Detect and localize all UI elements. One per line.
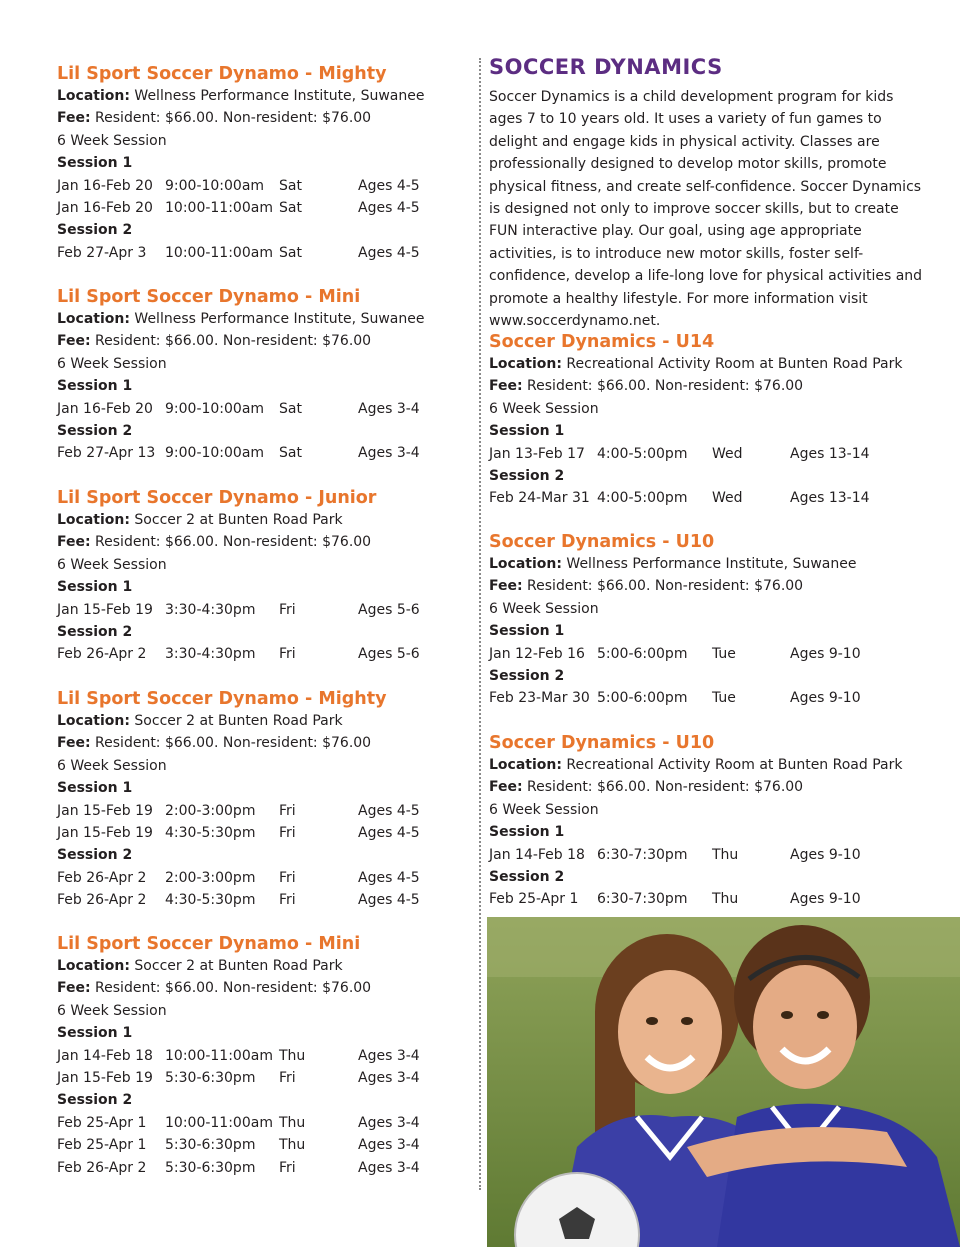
session-label: Session 2 (489, 668, 565, 685)
location-label: Location: (489, 556, 562, 572)
schedule-time: 9:00-10:00am (165, 177, 265, 194)
schedule-dates: Jan 16-Feb 20 (57, 177, 153, 194)
fee-label: Fee: (57, 333, 91, 350)
schedule-time: 3:30-4:30pm (165, 646, 256, 663)
schedule-row (489, 443, 929, 465)
schedule-ages: Ages 3-4 (358, 1159, 420, 1176)
program-block (489, 531, 929, 710)
schedule-ages: Ages 4-5 (358, 825, 420, 842)
schedule-day: Sat (279, 177, 302, 194)
session-label: Session 2 (57, 624, 133, 641)
schedule-row (57, 1112, 467, 1134)
session-length: 6 Week Session (489, 600, 599, 617)
location-value: Wellness Performance Institute, Suwanee (134, 88, 425, 104)
schedule-day: Wed (712, 445, 743, 462)
schedule-dates: Feb 24-Mar 31 (489, 490, 590, 507)
schedule-row (57, 1134, 467, 1156)
schedule-ages: Ages 9-10 (790, 891, 861, 908)
program-title: Soccer Dynamics - U10 (489, 532, 715, 552)
schedule-time: 9:00-10:00am (165, 400, 265, 417)
session-length: 6 Week Session (489, 400, 599, 417)
program-location (489, 553, 929, 575)
schedule-row (57, 175, 467, 197)
program-block (489, 732, 929, 911)
schedule-row (57, 822, 467, 844)
schedule-time: 6:30-7:30pm (597, 846, 688, 863)
location-value: Wellness Performance Institute, Suwanee (134, 311, 425, 327)
session-label: Session 1 (489, 623, 565, 640)
schedule-day: Sat (279, 400, 302, 417)
program-title: Lil Sport Soccer Dynamo - Mighty (57, 64, 387, 84)
schedule-time: 4:00-5:00pm (597, 490, 688, 507)
schedule-row (57, 1157, 467, 1179)
soccer-players-photo (487, 917, 960, 1247)
program-location (57, 710, 467, 732)
schedule-ages: Ages 4-5 (358, 200, 420, 217)
fee-label: Fee: (489, 378, 523, 395)
session-label: Session 1 (57, 378, 133, 395)
schedule-time: 5:00-6:00pm (597, 690, 688, 707)
schedule-dates: Jan 14-Feb 18 (489, 846, 585, 863)
schedule-ages: Ages 4-5 (358, 892, 420, 909)
schedule-row (489, 844, 929, 866)
schedule-row (57, 442, 467, 464)
program-location (57, 308, 467, 330)
schedule-dates: Jan 15-Feb 19 (57, 601, 153, 618)
schedule-row (489, 487, 929, 509)
location-value: Wellness Performance Institute, Suwanee (566, 556, 857, 572)
location-label: Location: (57, 88, 130, 104)
schedule-time: 5:30-6:30pm (165, 1070, 256, 1087)
schedule-day: Thu (712, 891, 739, 908)
schedule-ages: Ages 9-10 (790, 846, 861, 863)
schedule-ages: Ages 4-5 (358, 244, 420, 261)
schedule-day: Thu (279, 1114, 306, 1131)
schedule-day: Fri (279, 1159, 296, 1176)
schedule-dates: Jan 13-Feb 17 (489, 445, 585, 462)
schedule-day: Fri (279, 892, 296, 909)
schedule-day: Fri (279, 869, 296, 886)
schedule-ages: Ages 4-5 (358, 802, 420, 819)
schedule-dates: Feb 23-Mar 30 (489, 690, 590, 707)
session-label: Session 1 (57, 1025, 133, 1042)
schedule-time: 3:30-4:30pm (165, 601, 256, 618)
schedule-ages: Ages 5-6 (358, 601, 420, 618)
schedule-dates: Jan 15-Feb 19 (57, 825, 153, 842)
session-label: Session 1 (489, 423, 565, 440)
schedule-row (57, 197, 467, 219)
schedule-row (57, 643, 467, 665)
schedule-row (57, 800, 467, 822)
session-label: Session 2 (489, 869, 565, 886)
schedule-row (57, 1067, 467, 1089)
schedule-time: 10:00-11:00am (165, 1114, 273, 1131)
schedule-day: Tue (712, 645, 736, 662)
schedule-ages: Ages 13-14 (790, 490, 870, 507)
program-block (57, 933, 467, 1179)
fee-label: Fee: (57, 980, 91, 997)
schedule-day: Fri (279, 646, 296, 663)
location-value: Soccer 2 at Bunten Road Park (134, 512, 343, 528)
session-length: 6 Week Session (57, 1002, 167, 1019)
program-title: Lil Sport Soccer Dynamo - Junior (57, 488, 377, 508)
schedule-time: 5:30-6:30pm (165, 1159, 256, 1176)
program-title: Lil Sport Soccer Dynamo - Mini (57, 287, 361, 307)
schedule-day: Thu (279, 1137, 306, 1154)
schedule-time: 2:00-3:00pm (165, 802, 256, 819)
section-title: SOCCER DYNAMICS (489, 55, 723, 79)
schedule-day: Fri (279, 825, 296, 842)
schedule-dates: Feb 26-Apr 2 (57, 892, 147, 909)
schedule-ages: Ages 5-6 (358, 646, 420, 663)
schedule-dates: Feb 25-Apr 1 (57, 1137, 147, 1154)
schedule-dates: Jan 15-Feb 19 (57, 1070, 153, 1087)
session-label: Session 2 (57, 222, 133, 239)
schedule-time: 4:00-5:00pm (597, 445, 688, 462)
schedule-dates: Jan 15-Feb 19 (57, 802, 153, 819)
program-title: Soccer Dynamics - U10 (489, 733, 715, 753)
fee-label: Fee: (489, 779, 523, 796)
schedule-time: 10:00-11:00am (165, 200, 273, 217)
program-fee (57, 977, 467, 999)
schedule-ages: Ages 13-14 (790, 445, 870, 462)
program-fee (489, 776, 929, 798)
program-fee (489, 375, 929, 397)
session-label: Session 2 (57, 847, 133, 864)
schedule-dates: Feb 26-Apr 2 (57, 869, 147, 886)
schedule-time: 5:30-6:30pm (165, 1137, 256, 1154)
program-title: Lil Sport Soccer Dynamo - Mighty (57, 689, 387, 709)
schedule-row (57, 889, 467, 911)
schedule-dates: Feb 25-Apr 1 (57, 1114, 147, 1131)
schedule-row (57, 1045, 467, 1067)
program-block (57, 63, 467, 264)
session-label: Session 1 (489, 824, 565, 841)
schedule-time: 5:00-6:00pm (597, 645, 688, 662)
fee-value: Resident: $66.00. Non-resident: $76.00 (95, 333, 372, 350)
schedule-time: 6:30-7:30pm (597, 891, 688, 908)
session-label: Session 1 (57, 780, 133, 797)
schedule-time: 10:00-11:00am (165, 1047, 273, 1064)
program-location (489, 353, 929, 375)
schedule-day: Fri (279, 802, 296, 819)
session-length: 6 Week Session (57, 757, 167, 774)
program-location (489, 754, 929, 776)
schedule-time: 4:30-5:30pm (165, 892, 256, 909)
session-label: Session 1 (57, 155, 133, 172)
program-location (57, 85, 467, 107)
schedule-day: Tue (712, 690, 736, 707)
program-fee (57, 330, 467, 352)
column-divider (479, 58, 481, 1190)
fee-value: Resident: $66.00. Non-resident: $76.00 (95, 110, 372, 127)
schedule-time: 4:30-5:30pm (165, 825, 256, 842)
fee-value: Resident: $66.00. Non-resident: $76.00 (527, 779, 804, 796)
fee-value: Resident: $66.00. Non-resident: $76.00 (527, 578, 804, 595)
schedule-day: Thu (712, 846, 739, 863)
program-title: Lil Sport Soccer Dynamo - Mini (57, 934, 361, 954)
location-label: Location: (489, 757, 562, 773)
session-length: 6 Week Session (489, 801, 599, 818)
schedule-dates: Feb 25-Apr 1 (489, 891, 579, 908)
schedule-dates: Jan 12-Feb 16 (489, 645, 585, 662)
fee-label: Fee: (57, 110, 91, 127)
location-label: Location: (489, 356, 562, 372)
schedule-dates: Feb 26-Apr 2 (57, 646, 147, 663)
schedule-day: Sat (279, 445, 302, 462)
schedule-time: 10:00-11:00am (165, 244, 273, 261)
schedule-ages: Ages 4-5 (358, 869, 420, 886)
session-label: Session 1 (57, 579, 133, 596)
location-label: Location: (57, 713, 130, 729)
schedule-dates: Jan 14-Feb 18 (57, 1047, 153, 1064)
schedule-ages: Ages 3-4 (358, 1137, 420, 1154)
schedule-row (57, 398, 467, 420)
fee-value: Resident: $66.00. Non-resident: $76.00 (95, 534, 372, 551)
session-length: 6 Week Session (57, 355, 167, 372)
schedule-dates: Feb 27-Apr 13 (57, 445, 156, 462)
schedule-ages: Ages 3-4 (358, 1114, 420, 1131)
schedule-ages: Ages 3-4 (358, 1070, 420, 1087)
program-fee (57, 732, 467, 754)
schedule-dates: Feb 26-Apr 2 (57, 1159, 147, 1176)
schedule-dates: Jan 16-Feb 20 (57, 200, 153, 217)
schedule-day: Thu (279, 1047, 306, 1064)
program-block (57, 487, 467, 666)
program-block (57, 286, 467, 465)
fee-value: Resident: $66.00. Non-resident: $76.00 (95, 980, 372, 997)
fee-value: Resident: $66.00. Non-resident: $76.00 (527, 378, 804, 395)
schedule-day: Fri (279, 601, 296, 618)
schedule-ages: Ages 9-10 (790, 645, 861, 662)
schedule-ages: Ages 3-4 (358, 445, 420, 462)
schedule-row (57, 599, 467, 621)
program-location (57, 509, 467, 531)
fee-value: Resident: $66.00. Non-resident: $76.00 (95, 735, 372, 752)
fee-label: Fee: (489, 578, 523, 595)
program-fee (57, 107, 467, 129)
location-value: Recreational Activity Room at Bunten Road Park (566, 356, 903, 372)
fee-label: Fee: (57, 534, 91, 551)
session-length: 6 Week Session (57, 132, 167, 149)
location-value: Recreational Activity Room at Bunten Road Park (566, 757, 903, 773)
session-label: Session 2 (57, 1092, 133, 1109)
schedule-row (57, 867, 467, 889)
program-title: Soccer Dynamics - U14 (489, 332, 715, 352)
schedule-ages: Ages 4-5 (358, 177, 420, 194)
location-value: Soccer 2 at Bunten Road Park (134, 958, 343, 974)
schedule-dates: Feb 27-Apr 3 (57, 244, 147, 261)
schedule-time: 2:00-3:00pm (165, 869, 256, 886)
schedule-time: 9:00-10:00am (165, 445, 265, 462)
schedule-row (489, 687, 929, 709)
schedule-row (489, 643, 929, 665)
program-block (57, 688, 467, 912)
schedule-day: Sat (279, 244, 302, 261)
schedule-dates: Jan 16-Feb 20 (57, 400, 153, 417)
location-label: Location: (57, 512, 130, 528)
fee-label: Fee: (57, 735, 91, 752)
program-fee (489, 575, 929, 597)
schedule-row (57, 242, 467, 264)
program-block (489, 331, 929, 510)
program-location (57, 955, 467, 977)
schedule-day: Wed (712, 490, 743, 507)
session-label: Session 2 (57, 423, 133, 440)
schedule-ages: Ages 3-4 (358, 1047, 420, 1064)
session-label: Session 2 (489, 468, 565, 485)
location-label: Location: (57, 311, 130, 327)
location-label: Location: (57, 958, 130, 974)
schedule-day: Sat (279, 200, 302, 217)
schedule-ages: Ages 9-10 (790, 690, 861, 707)
schedule-row (489, 888, 929, 910)
section-intro-paragraph: Soccer Dynamics is a child development program for kids ages 7 to 10 years old. It uses a variety of fun games to delight and engage kids in physical activity. Classes are professionally designed to develop motor skills, promote physical fitness, and create self-confidence. Soccer Dynamics is designed not only to improve soccer skills, but to create FUN interactive play. Our goal, using age appropriate activities, is to introduce new motor skills, foster self-confidence, develop a life-long love for physical activities and promote a healthy lifestyle. For more information visit www.soccerdynamo.net. (489, 89, 923, 330)
location-value: Soccer 2 at Bunten Road Park (134, 713, 343, 729)
session-length: 6 Week Session (57, 556, 167, 573)
schedule-ages: Ages 3-4 (358, 400, 420, 417)
schedule-day: Fri (279, 1070, 296, 1087)
program-fee (57, 531, 467, 553)
